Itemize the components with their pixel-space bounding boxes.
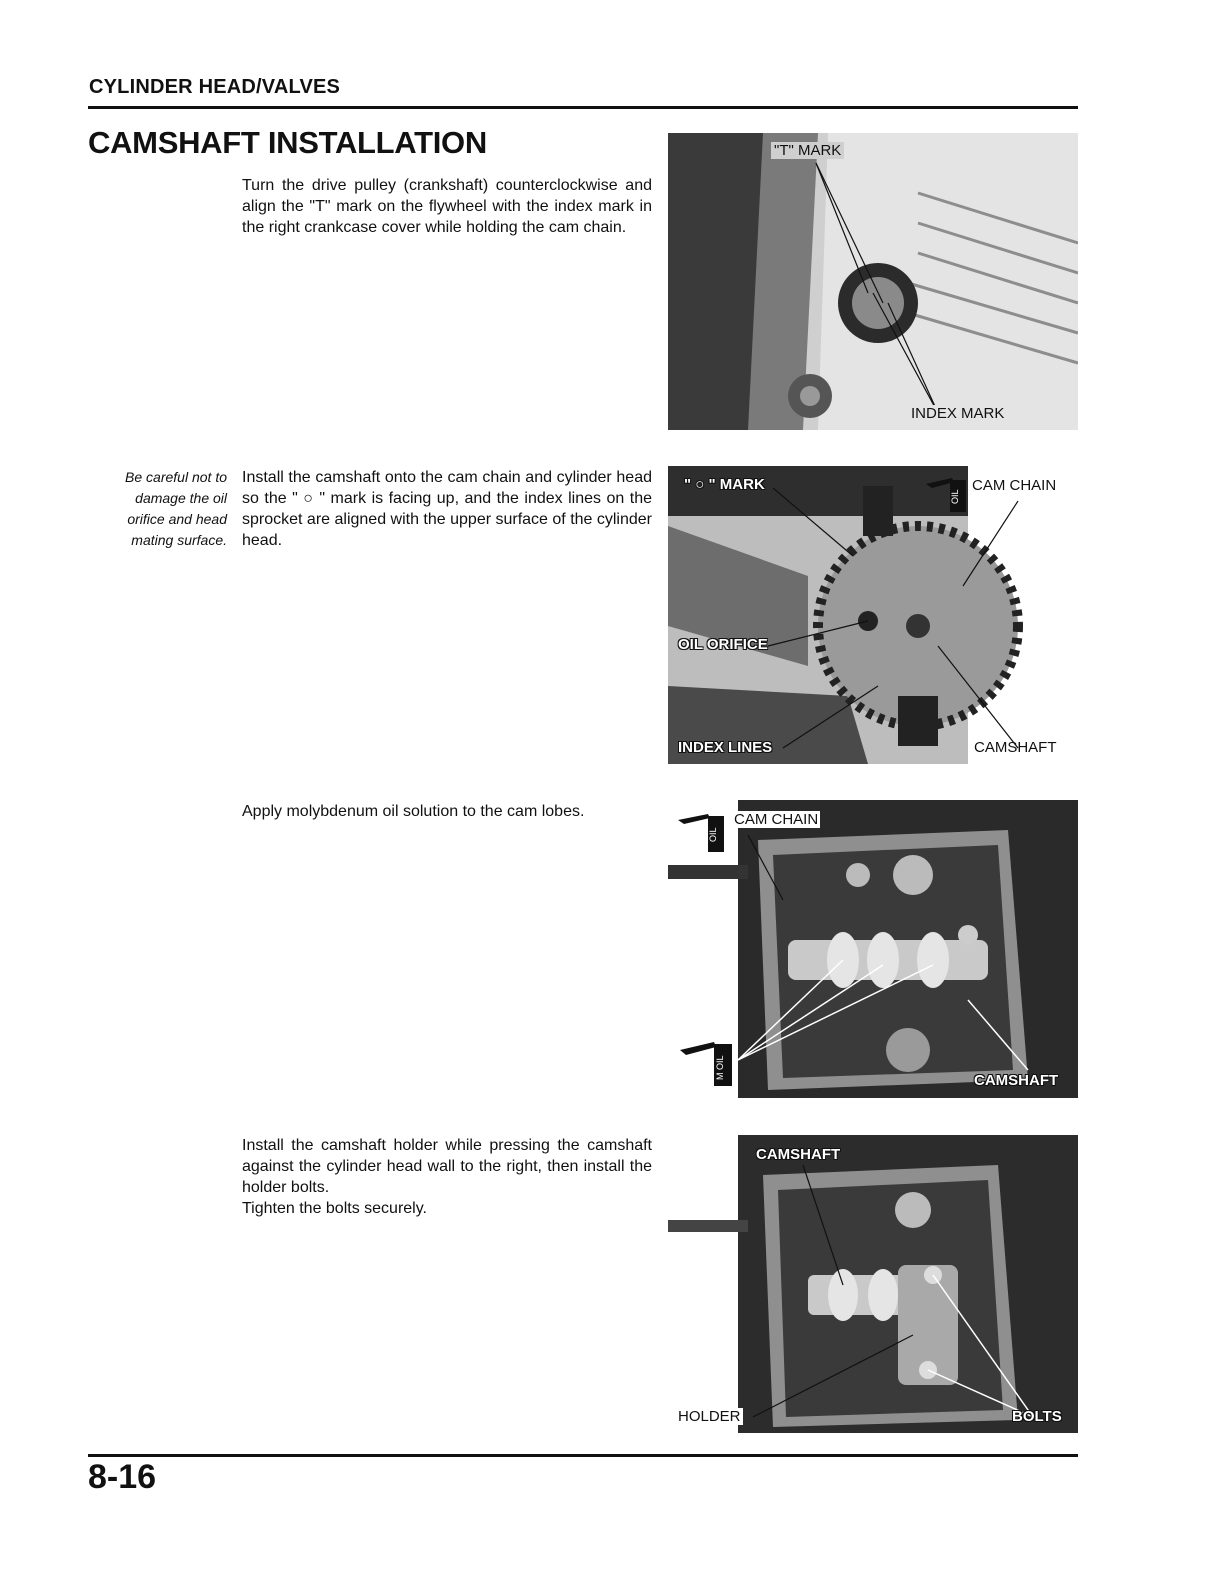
t-mark-label: "T" MARK [771,142,844,159]
step-1-paragraph: Turn the drive pulley (crankshaft) counterclockwise and align the "T" mark on the flywheel with the index mark in the right crankcase cover while holding the cam chain. [242,177,652,236]
cam-chain-label: CAM CHAIN [972,477,1057,494]
step-3-text [242,801,652,822]
index-mark-label: INDEX MARK [908,405,1007,422]
moly-oil-can-icon [678,1036,734,1088]
oil-icon-top-text: OIL [708,827,718,842]
camshaft-label-fig3: CAMSHAFT [974,1072,1059,1089]
oil-orifice-label: OIL ORIFICE [678,636,768,653]
section-header: CYLINDER HEAD/VALVES [89,76,341,98]
step-4-paragraph: Install the camshaft holder while pressing the camshaft against the cylinder head wall to the right, then install the holder bolts. [242,1137,652,1196]
holder-label: HOLDER [678,1408,741,1425]
step-1-text [242,175,652,238]
oil-icon-text: OIL [950,489,960,504]
step-2-paragraph: Install the camshaft onto the cam chain and cylinder head so the " ○ " mark is facing up, and the index lines on the sprocket are aligned with the upper surface of the cylinder head. [242,469,653,549]
o-mark-label: " ○ " MARK [684,476,765,493]
figure-camshaft-sprocket-photo [668,466,1078,764]
camshaft-label-fig4: CAMSHAFT [756,1146,841,1163]
sprocket-photo-illustration [668,466,1078,764]
step-4-tighten-note: Tighten the bolts securely. [242,1200,427,1217]
flywheel-photo-illustration [668,133,1078,430]
step-4-text [242,1135,652,1219]
index-lines-label: INDEX LINES [678,739,773,756]
figure-camshaft-holder-photo [668,1135,1078,1433]
cam-chain-label-fig3: CAM CHAIN [734,811,819,828]
bolts-label: BOLTS [1012,1408,1062,1425]
step-3-paragraph: Apply molybdenum oil solution to the cam lobes. [242,803,585,820]
step-2-text [242,467,652,551]
figure-flywheel-timing-photo [668,133,1078,430]
oil-can-icon-top [676,808,726,854]
footer-rule [88,1454,1078,1457]
page-number: 8-16 [88,1458,157,1496]
camshaft-label: CAMSHAFT [974,739,1057,756]
moly-icon-text: M OIL [715,1055,725,1080]
oil-can-icon [924,474,968,514]
caution-note: Be careful not to damage the oil orifice and head mating surface. [125,469,227,548]
header-rule [88,106,1078,109]
holder-photo-illustration [668,1135,1078,1433]
page-title: CAMSHAFT INSTALLATION [88,125,487,160]
figure-cam-lobes-photo [668,800,1078,1098]
